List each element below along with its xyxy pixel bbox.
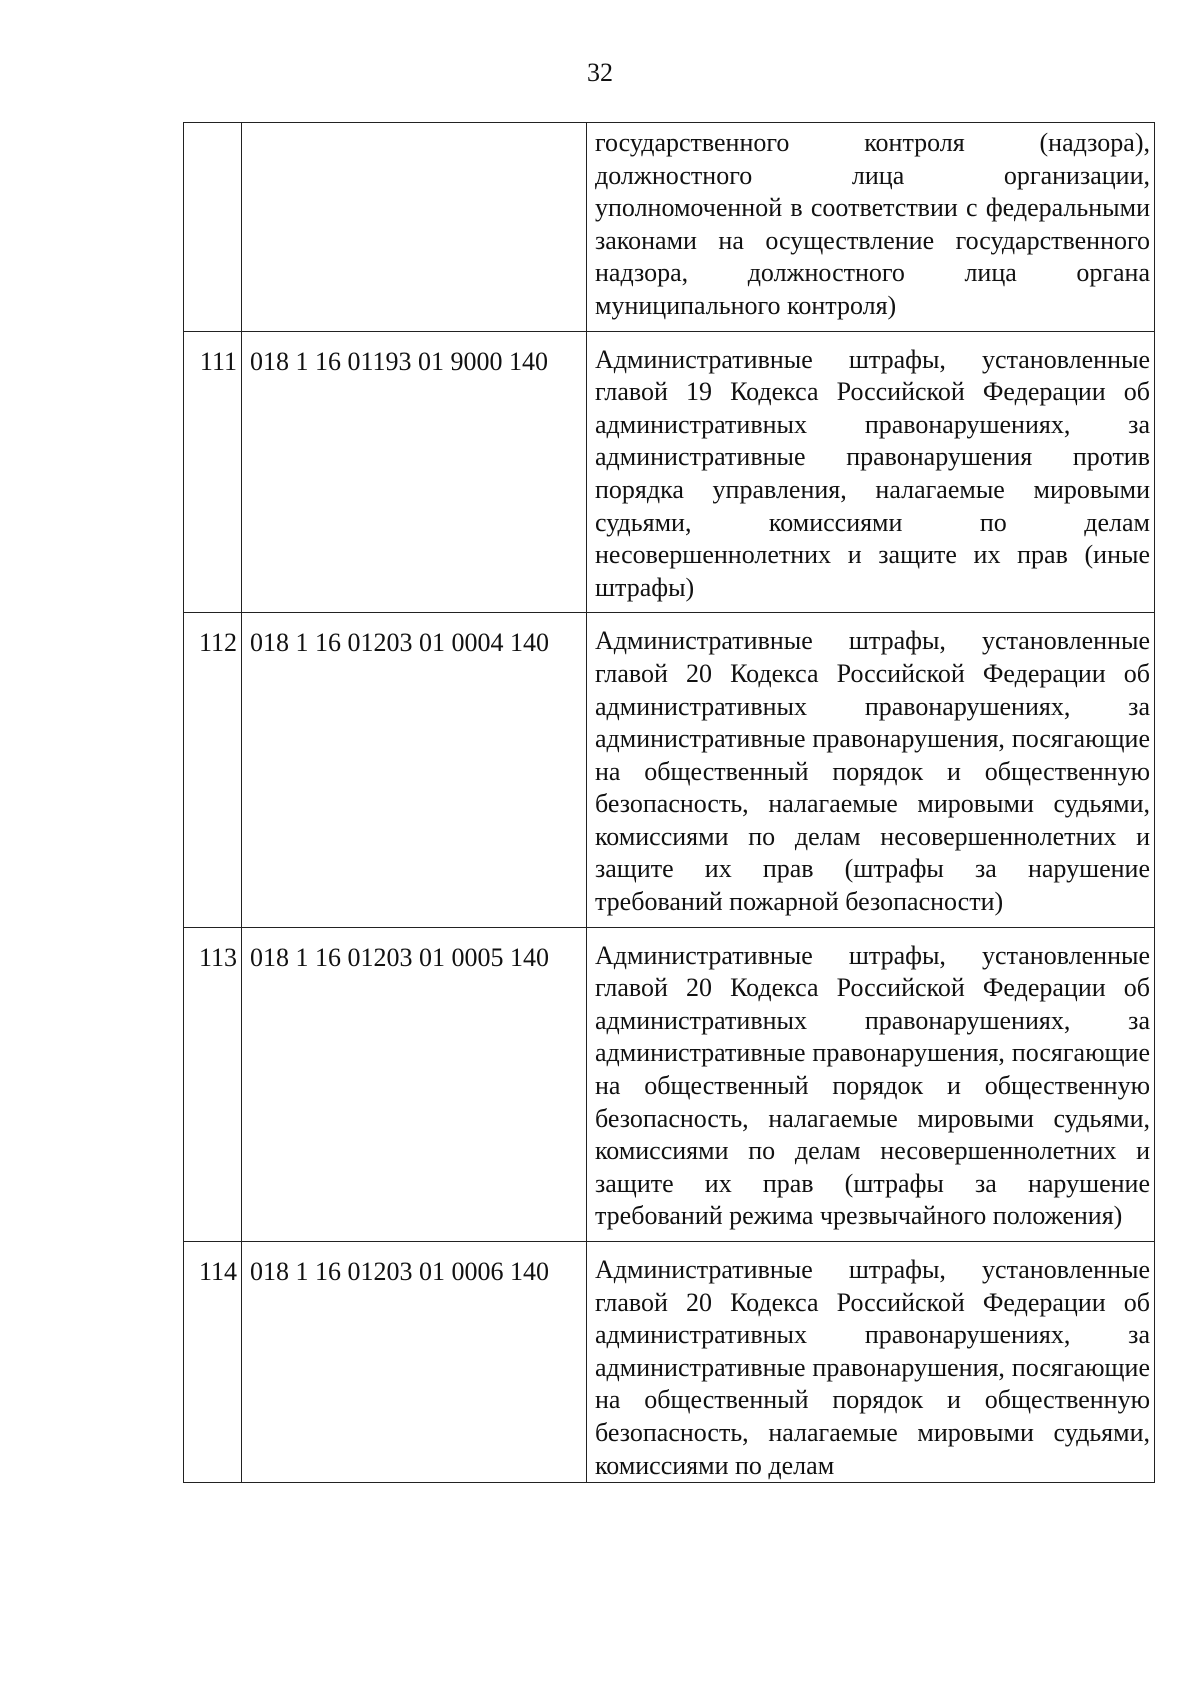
- budget-classification-code: 018 1 16 01203 01 0006 140: [242, 1242, 587, 1483]
- row-description-text: Административные штрафы, установленные главой 19 Кодекса Российской Федерации об административных правонарушениях, за административные правонарушения против порядка управления, налагаемые мировыми судьями, комиссиями по делам несовершеннолетних и защите их прав (иные штрафы): [595, 344, 1150, 602]
- row-number: 112: [184, 613, 242, 927]
- row-description-text: Административные штрафы, установленные главой 20 Кодекса Российской Федерации об административных правонарушениях, за административные правонарушения, посягающие на общественный порядок и общественную безопасность, налагаемые мировыми судьями, комиссиями по делам несовершеннолетних и защите их прав (штрафы за нарушение требований режима чрезвычайного положения): [595, 940, 1150, 1231]
- row-number: 114: [184, 1242, 242, 1483]
- budget-classification-code: [242, 123, 587, 332]
- row-description-text: Административные штрафы, установленные главой 20 Кодекса Российской Федерации об административных правонарушениях, за административные правонарушения, посягающие на общественный порядок и общественную безопасность, налагаемые мировыми судьями, комиссиями по делам: [595, 1255, 1150, 1480]
- row-description: [587, 613, 1155, 927]
- table-row: [184, 927, 1155, 1241]
- budget-classification-code: 018 1 16 01203 01 0005 140: [242, 927, 587, 1241]
- row-description: [587, 927, 1155, 1241]
- row-description: [587, 1242, 1155, 1483]
- row-description: [587, 123, 1155, 332]
- page-number: 32: [587, 58, 613, 87]
- row-description: [587, 331, 1155, 613]
- row-description-text: государственного контроля (надзора), должностного лица организации, уполномоченной в соответствии с федеральными законами на осуществление государственного надзора, должностного лица органа муниципального контроля): [595, 128, 1150, 320]
- row-number: [184, 123, 242, 332]
- table-row: [184, 1242, 1155, 1483]
- table-row: [184, 331, 1155, 613]
- row-number: 111: [184, 331, 242, 613]
- budget-classification-code: 018 1 16 01203 01 0004 140: [242, 613, 587, 927]
- table-row: [184, 123, 1155, 332]
- row-number: 113: [184, 927, 242, 1241]
- table-row: [184, 613, 1155, 927]
- budget-classification-code: 018 1 16 01193 01 9000 140: [242, 331, 587, 613]
- revenue-codes-table: [183, 122, 1155, 1483]
- row-description-text: Административные штрафы, установленные главой 20 Кодекса Российской Федерации об административных правонарушениях, за административные правонарушения, посягающие на общественный порядок и общественную безопасность, налагаемые мировыми судьями, комиссиями по делам несовершеннолетних и защите их прав (штрафы за нарушение требований пожарной безопасности): [595, 626, 1150, 917]
